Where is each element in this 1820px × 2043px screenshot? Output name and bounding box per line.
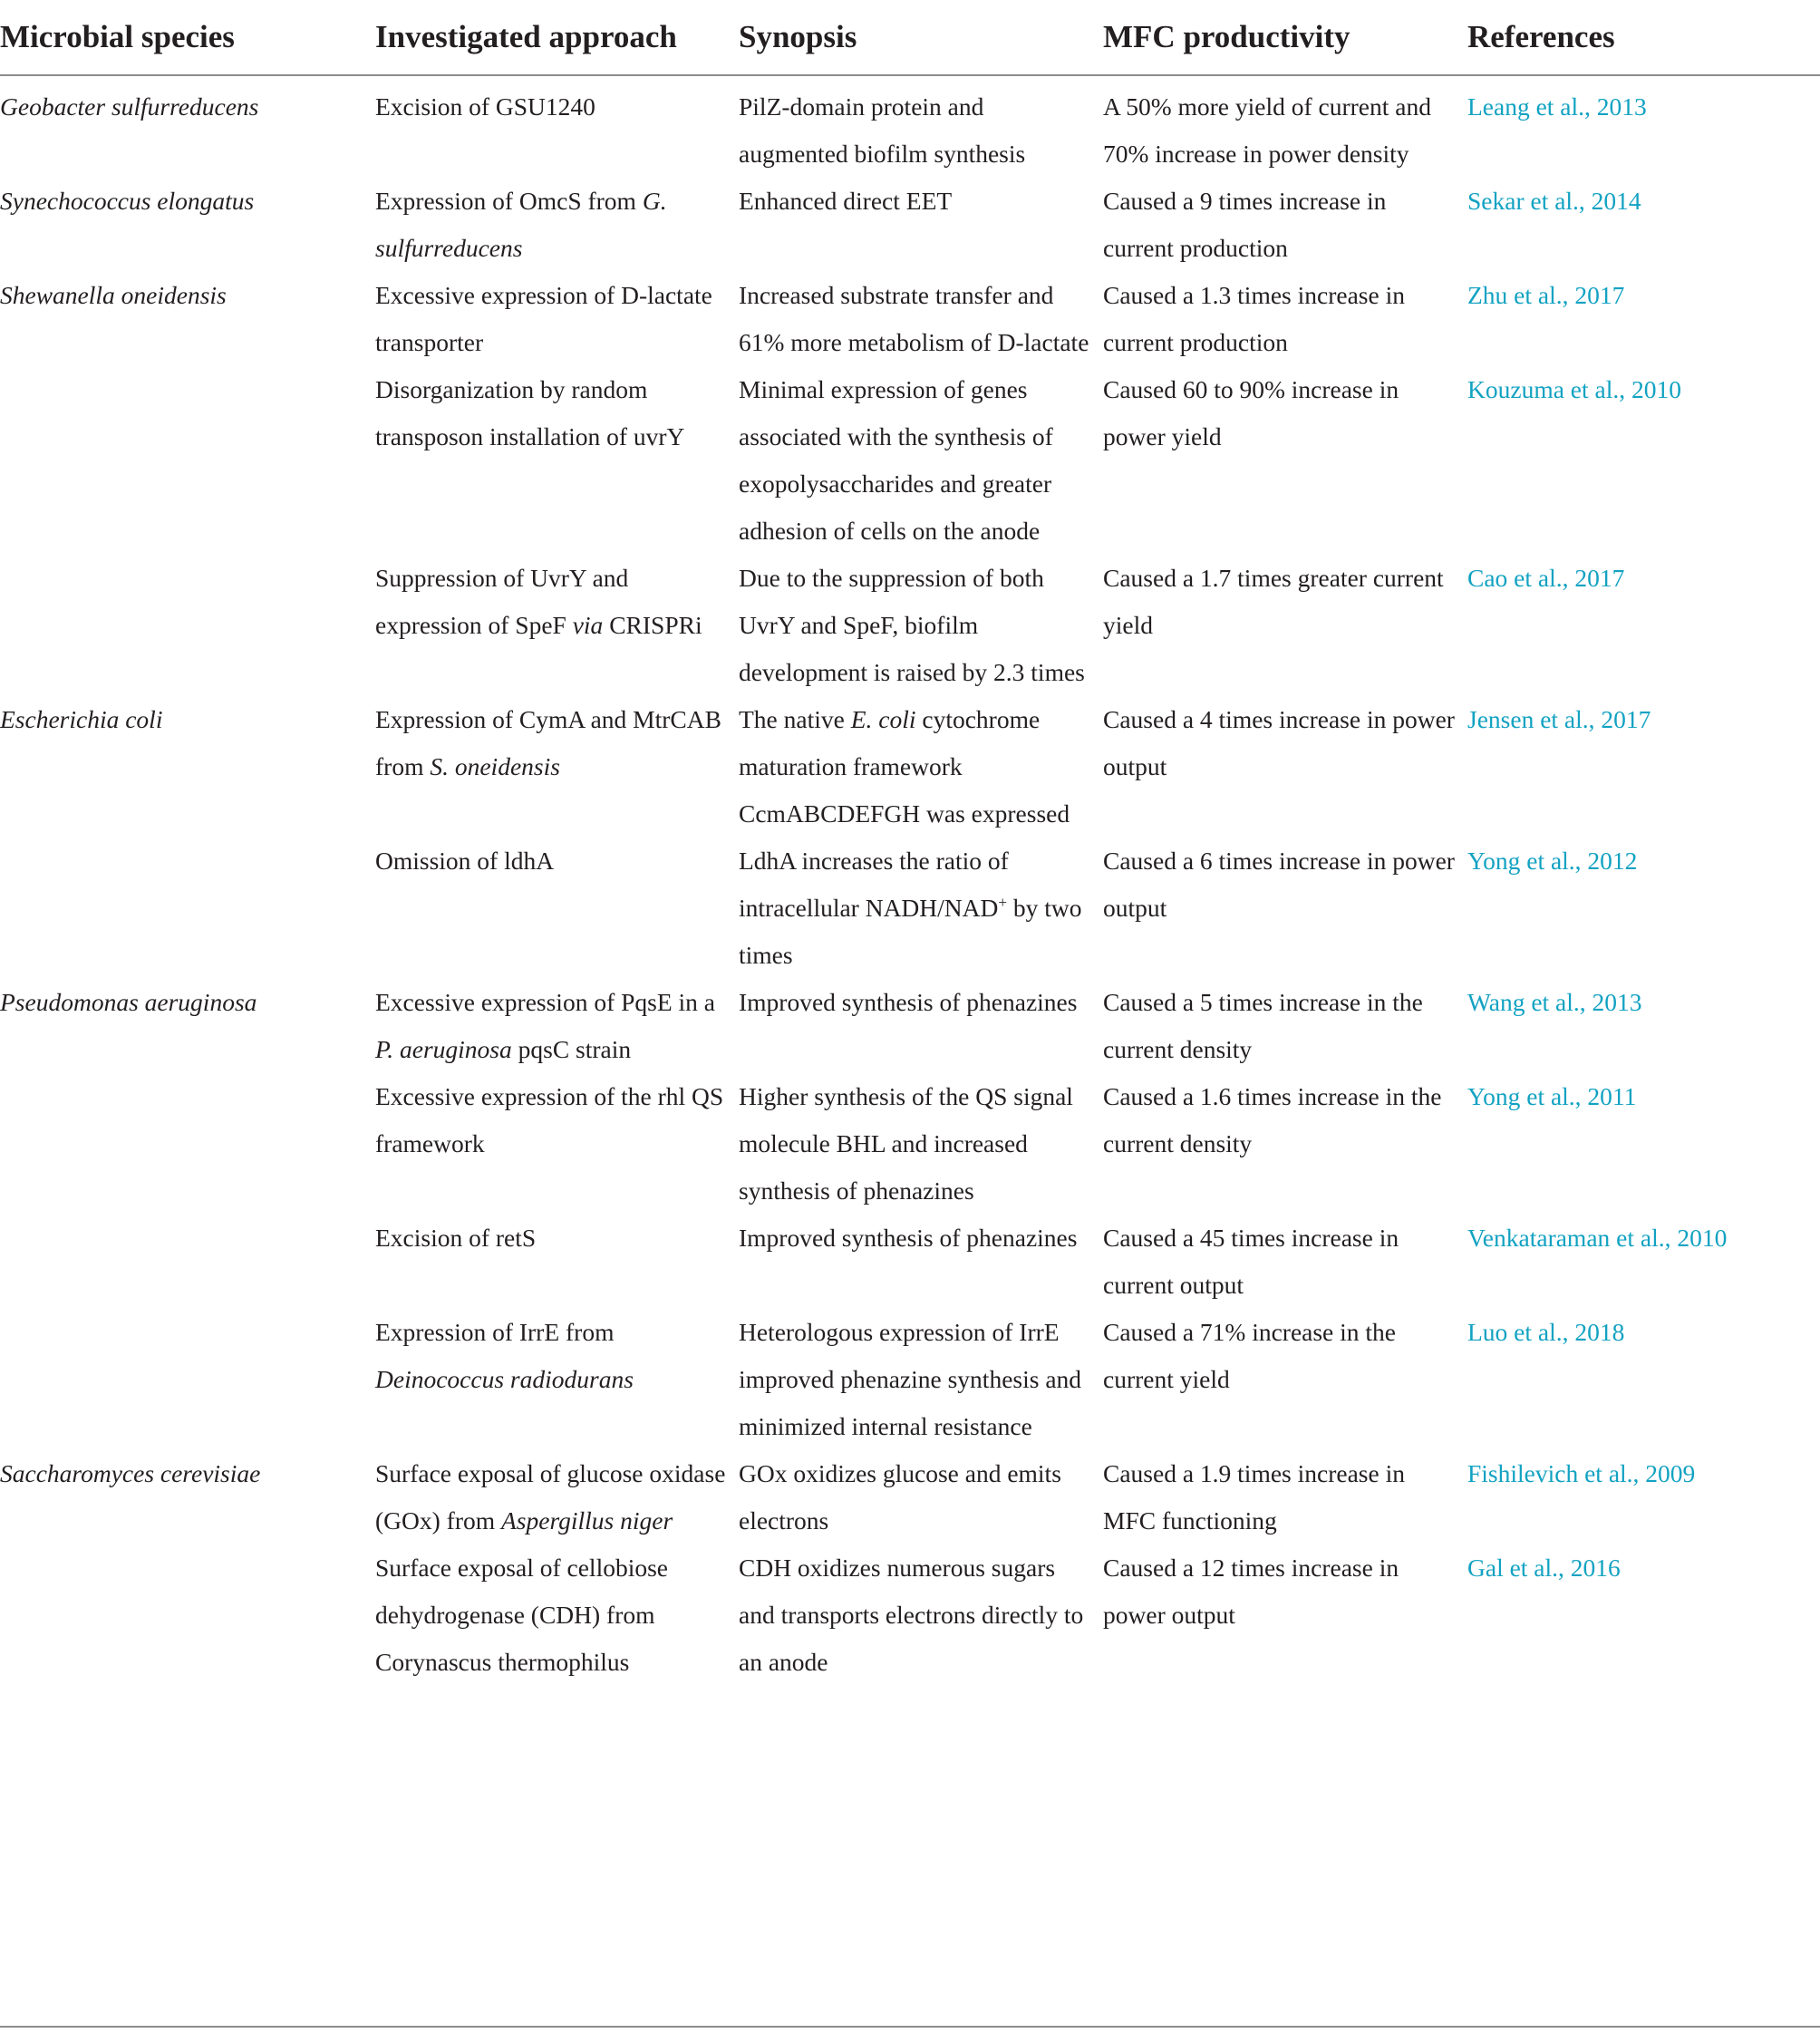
species-cell [0, 1073, 375, 1215]
approach-cell: Excessive expression of the rhl QS framework [375, 1082, 724, 1157]
table-row [0, 696, 1820, 838]
species-cell [0, 1544, 375, 1686]
reference-link[interactable]: Yong et al., 2011 [1467, 1082, 1637, 1110]
reference-link[interactable]: Fishilevich et al., 2009 [1467, 1459, 1696, 1487]
reference-link[interactable]: Kouzuma et al., 2010 [1467, 375, 1681, 403]
species-cell: Escherichia coli [0, 705, 163, 733]
synopsis-italic-text: E. coli [850, 705, 916, 733]
reference-link[interactable]: Cao et al., 2017 [1467, 564, 1625, 592]
approach-text: Expression of OmcS from [375, 187, 643, 215]
productivity-cell: Caused a 71% increase in the current yield [1103, 1318, 1397, 1393]
reference-link[interactable]: Jensen et al., 2017 [1467, 705, 1651, 733]
productivity-cell: Caused a 6 times increase in power output [1103, 847, 1455, 922]
header-references: References [1467, 0, 1820, 75]
reference-link[interactable]: Wang et al., 2013 [1467, 988, 1642, 1016]
table-row [0, 555, 1820, 696]
species-cell [0, 366, 375, 555]
species-cell [0, 1309, 375, 1450]
table-row [0, 366, 1820, 555]
approach-text: Expression of IrrE from [375, 1318, 615, 1346]
synopsis-cell [739, 696, 1103, 838]
productivity-cell: Caused a 4 times increase in power output [1103, 705, 1455, 780]
reference-link[interactable]: Leang et al., 2013 [1467, 92, 1647, 121]
reference-link[interactable]: Zhu et al., 2017 [1467, 281, 1625, 309]
reference-link[interactable]: Luo et al., 2018 [1467, 1318, 1625, 1346]
approach-italic-text: P. aeruginosa [375, 1035, 512, 1063]
superscript-plus: + [998, 893, 1007, 911]
table-row [0, 1450, 1820, 1544]
approach-cell [375, 979, 739, 1073]
reference-link[interactable]: Yong et al., 2012 [1467, 847, 1638, 875]
species-cell: Pseudomonas aeruginosa [0, 988, 257, 1016]
reference-link[interactable]: Venkataraman et al., 2010 [1467, 1224, 1728, 1252]
synopsis-cell: Due to the suppression of both UvrY and SpeF, biofilm development is raised by 2.3 times [739, 564, 1085, 686]
species-cell: Geobacter sulfurreducens [0, 92, 259, 121]
species-cell [0, 838, 375, 979]
approach-text: Suppression of UvrY and expression of SpeF [375, 564, 629, 639]
approach-text: Excessive expression of PqsE in a [375, 988, 715, 1016]
table-row [0, 1215, 1820, 1309]
table-row [0, 1309, 1820, 1450]
approach-text-end: pqsC strain [511, 1035, 632, 1063]
approach-text: Surface exposal of glucose oxidase (GOx) from [375, 1459, 726, 1535]
productivity-cell: Caused a 9 times increase in current production [1103, 187, 1387, 262]
reference-link[interactable]: Gal et al., 2016 [1467, 1554, 1621, 1582]
approach-cell: Disorganization by random transposon installation of uvrY [375, 375, 685, 450]
approach-cell [375, 696, 739, 838]
productivity-cell: Caused a 1.6 times increase in the current density [1103, 1082, 1442, 1157]
header-synopsis: Synopsis [739, 0, 1103, 75]
table-header [0, 0, 1820, 75]
species-cell: Synechococcus elongatus [0, 187, 255, 215]
productivity-cell: Caused a 12 times increase in power output [1103, 1554, 1399, 1629]
table-row [0, 178, 1820, 272]
synopsis-cell: Increased substrate transfer and 61% more metabolism of D-lactate [739, 281, 1089, 356]
synopsis-cell: GOx oxidizes glucose and emits electrons [739, 1459, 1061, 1535]
reference-link[interactable]: Sekar et al., 2014 [1467, 187, 1641, 215]
approach-cell: Excision of GSU1240 [375, 92, 595, 121]
table-bottom-rule [0, 2026, 1820, 2028]
approach-cell [375, 1309, 739, 1450]
species-cell: Shewanella oneidensis [0, 281, 227, 309]
species-cell: Saccharomyces cerevisiae [0, 1459, 261, 1487]
productivity-cell: Caused 60 to 90% increase in power yield [1103, 375, 1399, 450]
header-row [0, 0, 1820, 75]
table-row [0, 75, 1820, 178]
approach-text: Expression of CymA and MtrCAB from [375, 705, 721, 780]
productivity-cell: A 50% more yield of current and 70% increase in power density [1103, 92, 1431, 168]
species-cell [0, 1215, 375, 1309]
approach-text-end: CRISPRi [603, 611, 702, 639]
synopsis-cell: PilZ-domain protein and augmented biofilm synthesis [739, 92, 1026, 168]
approach-italic-text: Aspergillus niger [501, 1506, 673, 1535]
synopsis-cell: Improved synthesis of phenazines [739, 988, 1078, 1016]
approach-cell: Omission of ldhA [375, 847, 555, 875]
table-row [0, 1544, 1820, 1686]
table-row [0, 272, 1820, 366]
productivity-cell: Caused a 1.7 times greater current yield [1103, 564, 1444, 639]
synopsis-text-end: cytochrome maturation framework CcmABCDEFGH was expressed [739, 705, 1070, 828]
approach-italic-text: via [572, 611, 604, 639]
productivity-cell: Caused a 1.3 times increase in current production [1103, 281, 1405, 356]
approach-italic-text: S. oneidensis [430, 752, 560, 780]
header-investigated-approach: Investigated approach [375, 0, 739, 75]
approach-cell [375, 1450, 739, 1544]
table-body [0, 75, 1820, 1686]
approach-italic-text: Deinococcus radiodurans [375, 1365, 634, 1393]
synopsis-text: The native [739, 705, 851, 733]
approach-italic-text: G. sulfurreducens [375, 187, 667, 262]
approach-cell [375, 178, 739, 272]
synopsis-cell: Heterologous expression of IrrE improved phenazine synthesis and minimized internal resistance [739, 1318, 1082, 1440]
header-mfc-productivity: MFC productivity [1103, 0, 1467, 75]
table-row [0, 838, 1820, 979]
productivity-cell: Caused a 1.9 times increase in MFC functioning [1103, 1459, 1405, 1535]
approach-cell: Surface exposal of cellobiose dehydrogenase (CDH) from Corynascus thermophilus [375, 1554, 669, 1676]
approach-cell: Excessive expression of D-lactate transporter [375, 281, 712, 356]
synopsis-cell: Improved synthesis of phenazines [739, 1224, 1078, 1252]
synopsis-text: LdhA increases the ratio of intracellular NADH/NAD [739, 847, 1009, 922]
synopsis-cell: Enhanced direct EET [739, 187, 953, 215]
productivity-cell: Caused a 5 times increase in the current density [1103, 988, 1423, 1063]
synopsis-cell: Higher synthesis of the QS signal molecule BHL and increased synthesis of phenazines [739, 1082, 1073, 1205]
approach-cell [375, 555, 739, 696]
synopsis-cell: CDH oxidizes numerous sugars and transports electrons directly to an anode [739, 1554, 1084, 1676]
synopsis-cell [739, 838, 1103, 979]
approach-cell: Excision of retS [375, 1224, 537, 1252]
species-cell [0, 555, 375, 696]
synopsis-text-end: by two times [739, 894, 1082, 969]
table-row [0, 979, 1820, 1073]
header-microbial-species: Microbial species [0, 0, 375, 75]
synopsis-cell: Minimal expression of genes associated with the synthesis of exopolysaccharides and greater adhesion of cells on the anode [739, 375, 1053, 545]
table-row [0, 1073, 1820, 1215]
productivity-cell: Caused a 45 times increase in current output [1103, 1224, 1399, 1299]
